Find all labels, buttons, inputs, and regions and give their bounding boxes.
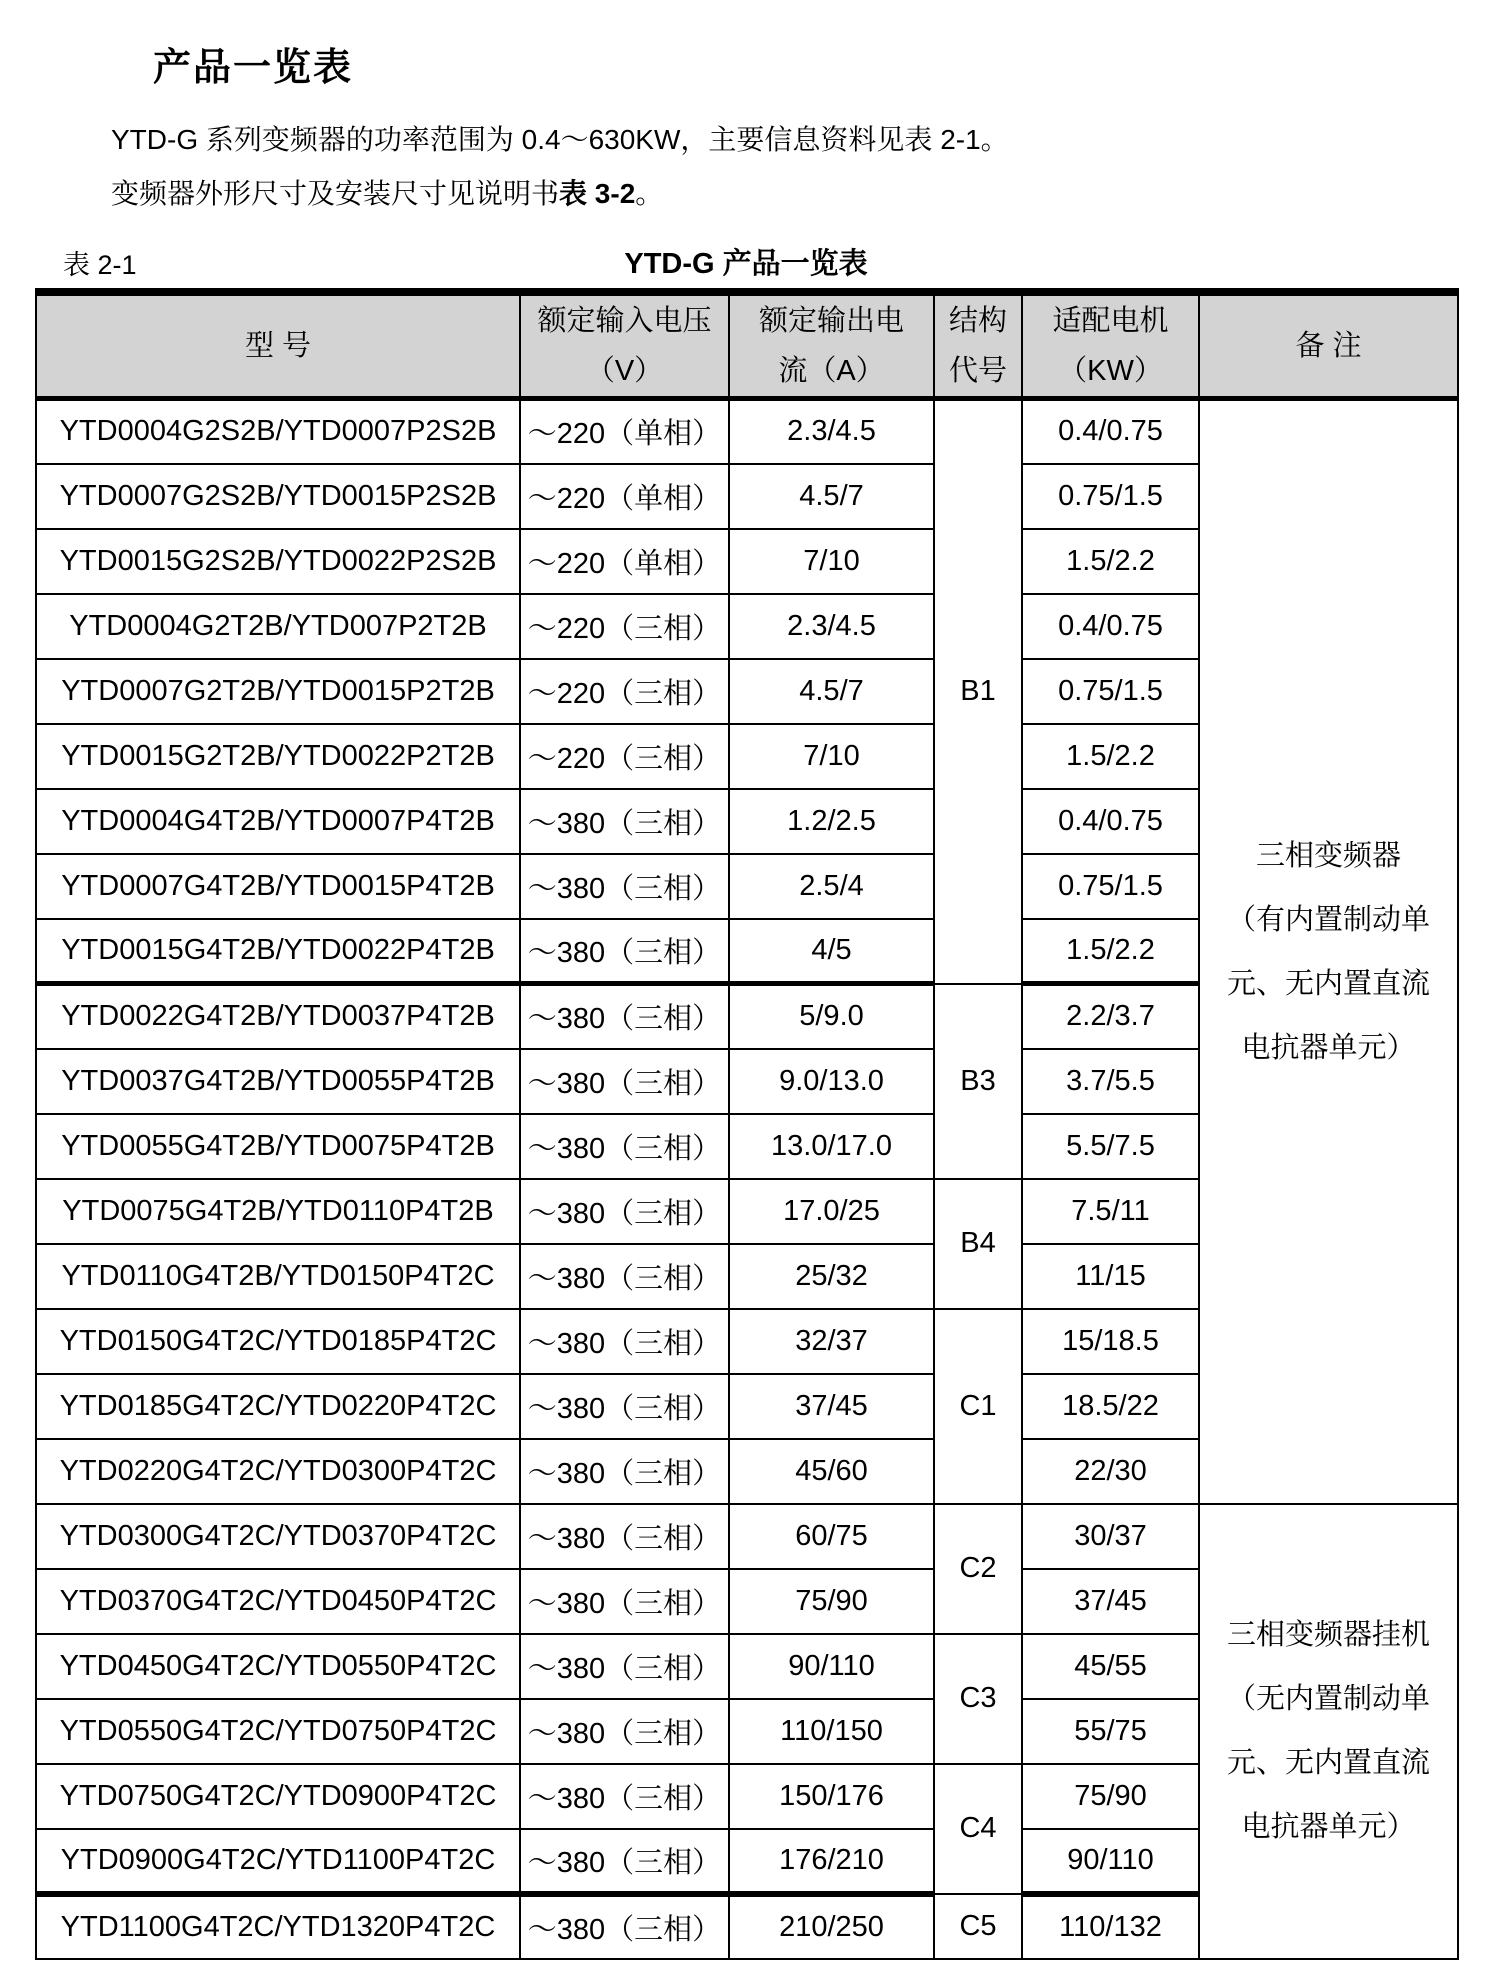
- output-current-cell: 2.3/4.5: [729, 594, 934, 659]
- input-voltage-cell: ～380（三相）: [520, 984, 729, 1049]
- model-cell: YTD0220G4T2C/YTD0300P4T2C: [36, 1439, 520, 1504]
- table-row: [36, 399, 1458, 464]
- col-header-remark: [1199, 292, 1458, 399]
- motor-kw-cell: 0.75/1.5: [1022, 464, 1199, 529]
- product-table-container: [35, 288, 1459, 1960]
- input-voltage-cell: ～220（三相）: [520, 724, 729, 789]
- output-current-cell: 17.0/25: [729, 1179, 934, 1244]
- remark-cell: [1199, 399, 1458, 1504]
- col-header-output-current-line1: 额定输出电: [758, 305, 904, 337]
- col-header-structure-code: [934, 292, 1022, 399]
- output-current-cell: 75/90: [729, 1569, 934, 1634]
- motor-kw-cell: 7.5/11: [1022, 1179, 1199, 1244]
- col-header-output-current-line2: 流（A）: [778, 355, 885, 387]
- output-current-cell: 176/210: [729, 1829, 934, 1894]
- model-cell: YTD0185G4T2C/YTD0220P4T2C: [36, 1374, 520, 1439]
- input-voltage-cell: ～380（三相）: [520, 1634, 729, 1699]
- motor-kw-cell: 22/30: [1022, 1439, 1199, 1504]
- structure-code-cell: C1: [934, 1309, 1022, 1504]
- model-cell: YTD0370G4T2C/YTD0450P4T2C: [36, 1569, 520, 1634]
- model-cell: YTD0150G4T2C/YTD0185P4T2C: [36, 1309, 520, 1374]
- output-current-cell: 7/10: [729, 529, 934, 594]
- output-current-cell: 150/176: [729, 1764, 934, 1829]
- input-voltage-cell: ～380（三相）: [520, 1374, 729, 1439]
- motor-kw-cell: 0.75/1.5: [1022, 659, 1199, 724]
- input-voltage-cell: ～220（三相）: [520, 594, 729, 659]
- structure-code-cell: C4: [934, 1764, 1022, 1894]
- motor-kw-cell: 0.4/0.75: [1022, 789, 1199, 854]
- intro-paragraph-1: YTD-G 系列变频器的功率范围为 0.4～630KW，主要信息资料见表 2-1。: [111, 124, 1009, 155]
- output-current-cell: 4/5: [729, 919, 934, 984]
- output-current-cell: 25/32: [729, 1244, 934, 1309]
- product-table-body: [36, 399, 1458, 1959]
- input-voltage-cell: ～380（三相）: [520, 854, 729, 919]
- remark-line: （有内置制动单: [1226, 903, 1430, 936]
- motor-kw-cell: 90/110: [1022, 1829, 1199, 1894]
- remark-line: 电抗器单元）: [1241, 1031, 1416, 1064]
- model-cell: YTD1100G4T2C/YTD1320P4T2C: [36, 1894, 520, 1959]
- input-voltage-cell: ～380（三相）: [520, 1309, 729, 1374]
- motor-kw-cell: 30/37: [1022, 1504, 1199, 1569]
- structure-code-cell: B3: [934, 984, 1022, 1179]
- input-voltage-cell: ～380（三相）: [520, 789, 729, 854]
- remark-line: 电抗器单元）: [1241, 1811, 1416, 1843]
- model-cell: YTD0022G4T2B/YTD0037P4T2B: [36, 984, 520, 1049]
- model-cell: YTD0007G4T2B/YTD0015P4T2B: [36, 854, 520, 919]
- motor-kw-cell: 0.4/0.75: [1022, 594, 1199, 659]
- model-cell: YTD0015G4T2B/YTD0022P4T2B: [36, 919, 520, 984]
- remark-line: 三相变频器挂机: [1226, 1619, 1430, 1651]
- input-voltage-cell: ～380（三相）: [520, 1244, 729, 1309]
- input-voltage-cell: ～220（单相）: [520, 464, 729, 529]
- col-header-output-current: [729, 292, 934, 399]
- output-current-cell: 4.5/7: [729, 659, 934, 724]
- model-cell: YTD0015G2T2B/YTD0022P2T2B: [36, 724, 520, 789]
- intro-paragraph-2: [111, 172, 663, 212]
- model-cell: YTD0075G4T2B/YTD0110P4T2B: [36, 1179, 520, 1244]
- motor-kw-cell: 75/90: [1022, 1764, 1199, 1829]
- motor-kw-cell: 1.5/2.2: [1022, 919, 1199, 984]
- input-voltage-cell: ～380（三相）: [520, 919, 729, 984]
- output-current-cell: 110/150: [729, 1699, 934, 1764]
- table-3-2-reference: 表 3-2: [559, 178, 636, 209]
- motor-kw-cell: 0.4/0.75: [1022, 399, 1199, 464]
- input-voltage-cell: ～380（三相）: [520, 1764, 729, 1829]
- output-current-cell: 2.5/4: [729, 854, 934, 919]
- model-cell: YTD0004G4T2B/YTD0007P4T2B: [36, 789, 520, 854]
- col-header-motor-kw: [1022, 292, 1199, 399]
- model-cell: YTD0007G2T2B/YTD0015P2T2B: [36, 659, 520, 724]
- input-voltage-cell: ～380（三相）: [520, 1049, 729, 1114]
- output-current-cell: 5/9.0: [729, 984, 934, 1049]
- output-current-cell: 7/10: [729, 724, 934, 789]
- input-voltage-cell: ～220（三相）: [520, 659, 729, 724]
- model-cell: YTD0037G4T2B/YTD0055P4T2B: [36, 1049, 520, 1114]
- motor-kw-cell: 1.5/2.2: [1022, 529, 1199, 594]
- motor-kw-cell: 55/75: [1022, 1699, 1199, 1764]
- output-current-cell: 45/60: [729, 1439, 934, 1504]
- col-header-remark-line1: 备 注: [1295, 330, 1362, 362]
- motor-kw-cell: 110/132: [1022, 1894, 1199, 1959]
- motor-kw-cell: 11/15: [1022, 1244, 1199, 1309]
- col-header-motor-kw-line1: 适配电机: [1052, 305, 1169, 337]
- intro-paragraph-2-suffix: 。: [635, 178, 664, 209]
- header-row: [36, 292, 1458, 399]
- model-cell: YTD0004G2S2B/YTD0007P2S2B: [36, 399, 520, 464]
- col-header-input-voltage: [520, 292, 729, 399]
- product-table: [35, 288, 1459, 1960]
- motor-kw-cell: 3.7/5.5: [1022, 1049, 1199, 1114]
- output-current-cell: 9.0/13.0: [729, 1049, 934, 1114]
- motor-kw-cell: 1.5/2.2: [1022, 724, 1199, 789]
- motor-kw-cell: 15/18.5: [1022, 1309, 1199, 1374]
- col-header-input-voltage-line2: （V）: [585, 355, 664, 387]
- output-current-cell: 1.2/2.5: [729, 789, 934, 854]
- input-voltage-cell: ～380（三相）: [520, 1504, 729, 1569]
- model-cell: YTD0300G4T2C/YTD0370P4T2C: [36, 1504, 520, 1569]
- input-voltage-cell: ～380（三相）: [520, 1114, 729, 1179]
- product-table-header: [36, 292, 1458, 399]
- motor-kw-cell: 37/45: [1022, 1569, 1199, 1634]
- table-caption: YTD-G 产品一览表: [624, 248, 868, 280]
- input-voltage-cell: ～380（三相）: [520, 1699, 729, 1764]
- page-title: 产品一览表: [153, 47, 354, 89]
- motor-kw-cell: 5.5/7.5: [1022, 1114, 1199, 1179]
- col-header-input-voltage-line1: 额定输入电压: [537, 305, 712, 337]
- input-voltage-cell: ～380（三相）: [520, 1569, 729, 1634]
- output-current-cell: 2.3/4.5: [729, 399, 934, 464]
- output-current-cell: 13.0/17.0: [729, 1114, 934, 1179]
- input-voltage-cell: ～380（三相）: [520, 1829, 729, 1894]
- output-current-cell: 210/250: [729, 1894, 934, 1959]
- input-voltage-cell: ～220（单相）: [520, 399, 729, 464]
- remark-line: （无内置制动单: [1226, 1683, 1430, 1715]
- model-cell: YTD0110G4T2B/YTD0150P4T2C: [36, 1244, 520, 1309]
- motor-kw-cell: 45/55: [1022, 1634, 1199, 1699]
- col-header-motor-kw-line2: （KW）: [1058, 355, 1163, 387]
- model-cell: YTD0750G4T2C/YTD0900P4T2C: [36, 1764, 520, 1829]
- remark-line: 元、无内置直流: [1226, 1747, 1430, 1779]
- structure-code-cell: B4: [934, 1179, 1022, 1309]
- output-current-cell: 90/110: [729, 1634, 934, 1699]
- input-voltage-cell: ～220（单相）: [520, 529, 729, 594]
- motor-kw-cell: 0.75/1.5: [1022, 854, 1199, 919]
- output-current-cell: 4.5/7: [729, 464, 934, 529]
- col-header-model-line1: 型 号: [244, 330, 312, 362]
- model-cell: YTD0007G2S2B/YTD0015P2S2B: [36, 464, 520, 529]
- model-cell: YTD0055G4T2B/YTD0075P4T2B: [36, 1114, 520, 1179]
- table-row: [36, 1504, 1458, 1569]
- remark-cell: [1199, 1504, 1458, 1959]
- structure-code-cell: C3: [934, 1634, 1022, 1764]
- structure-code-cell: C5: [934, 1894, 1022, 1959]
- model-cell: YTD0450G4T2C/YTD0550P4T2C: [36, 1634, 520, 1699]
- structure-code-cell: C2: [934, 1504, 1022, 1634]
- input-voltage-cell: ～380（三相）: [520, 1179, 729, 1244]
- motor-kw-cell: 2.2/3.7: [1022, 984, 1199, 1049]
- table-number-label: 表 2-1: [63, 250, 137, 280]
- col-header-structure-code-line2: 代号: [948, 355, 1007, 387]
- model-cell: YTD0015G2S2B/YTD0022P2S2B: [36, 529, 520, 594]
- input-voltage-cell: ～380（三相）: [520, 1439, 729, 1504]
- remark-line: 三相变频器: [1255, 839, 1401, 872]
- model-cell: YTD0550G4T2C/YTD0750P4T2C: [36, 1699, 520, 1764]
- structure-code-cell: B1: [934, 399, 1022, 984]
- col-header-model: [36, 292, 520, 399]
- input-voltage-cell: ～380（三相）: [520, 1894, 729, 1959]
- model-cell: YTD0900G4T2C/YTD1100P4T2C: [36, 1829, 520, 1894]
- output-current-cell: 32/37: [729, 1309, 934, 1374]
- col-header-structure-code-line1: 结构: [948, 305, 1007, 337]
- remark-line: 元、无内置直流: [1226, 967, 1430, 1000]
- output-current-cell: 37/45: [729, 1374, 934, 1439]
- model-cell: YTD0004G2T2B/YTD007P2T2B: [36, 594, 520, 659]
- motor-kw-cell: 18.5/22: [1022, 1374, 1199, 1439]
- intro-paragraph-2-prefix: 变频器外形尺寸及安装尺寸见说明书: [111, 178, 560, 209]
- output-current-cell: 60/75: [729, 1504, 934, 1569]
